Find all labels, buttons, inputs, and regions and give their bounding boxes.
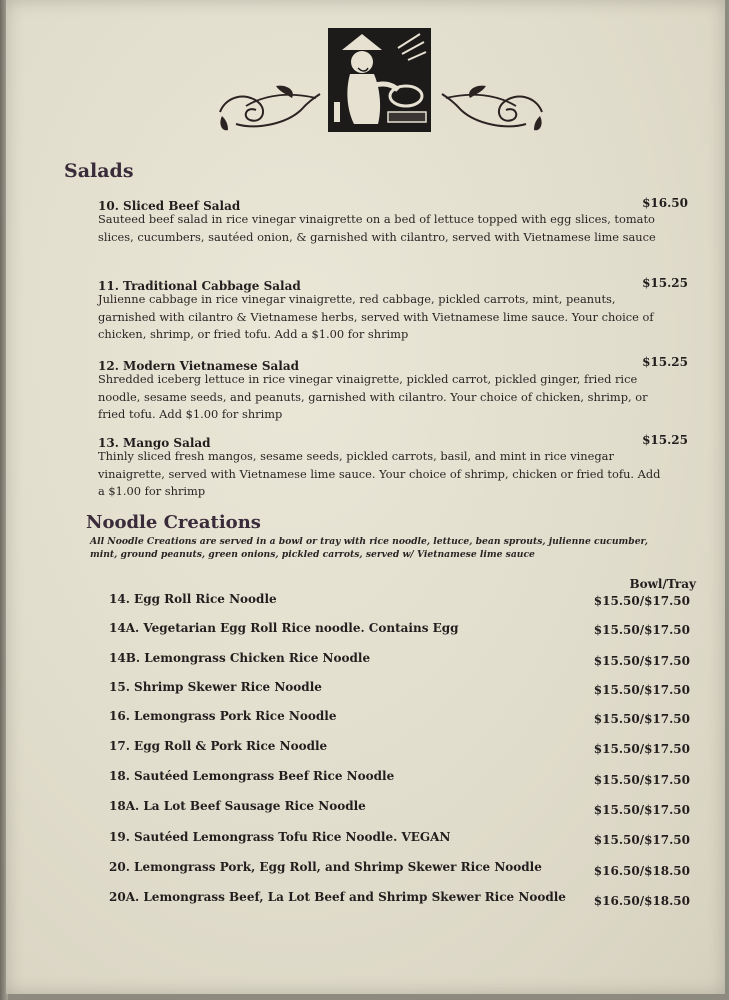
noodle-item-price: $15.50/$17.50 xyxy=(593,803,690,817)
noodle-item-name: 16. Lemongrass Pork Rice Noodle xyxy=(109,709,337,723)
noodle-item-price: $15.50/$17.50 xyxy=(593,833,690,847)
salad-item-description: Shredded iceberg lettuce in rice vinegar vinaigrette, pickled carrot, pickled ginger, fried rice noodle, sesame seeds, and peanuts, garnished with cilantro. Your choice of chicken, shrimp, or fried tofu. Add $1.00 for shrimp xyxy=(98,372,648,421)
salad-item-title: 10. Sliced Beef Salad xyxy=(98,199,241,213)
noodle-item-name: 19. Sautéed Lemongrass Tofu Rice Noodle. VEGAN xyxy=(109,830,451,844)
salad-item-title: 12. Modern Vietnamese Salad xyxy=(98,359,299,373)
noodle-item-name: 20A. Lemongrass Beef, La Lot Beef and Shrimp Skewer Rice Noodle xyxy=(109,890,566,904)
noodle-item-name: 14B. Lemongrass Chicken Rice Noodle xyxy=(109,651,371,665)
noodle-item-price: $16.50/$18.50 xyxy=(593,864,690,878)
salad-item-price: $15.25 xyxy=(642,276,688,290)
noodle-item-name: 15. Shrimp Skewer Rice Noodle xyxy=(109,680,322,694)
salad-item-title: 13. Mango Salad xyxy=(98,436,211,450)
noodle-item-price: $16.50/$18.50 xyxy=(593,894,690,908)
noodle-item-price: $15.50/$17.50 xyxy=(593,742,690,756)
noodle-item-name: 20. Lemongrass Pork, Egg Roll, and Shrimp Skewer Rice Noodle xyxy=(109,860,542,874)
noodle-item-price: $15.50/$17.50 xyxy=(593,712,690,726)
salad-item-description: Thinly sliced fresh mangos, sesame seeds, pickled carrots, basil, and mint in rice vinegar vinaigrette, served with Vietnamese lime sauce. Your choice of shrimp, chicken or fried tofu. Add a $1.00 for shrimp xyxy=(98,449,661,498)
menu-page xyxy=(6,0,725,994)
left-flourish-icon xyxy=(216,84,324,134)
noodle-item-name: 18. Sautéed Lemongrass Beef Rice Noodle xyxy=(109,769,395,783)
salad-item-title: 11. Traditional Cabbage Salad xyxy=(98,279,301,293)
salad-item-description: Julienne cabbage in rice vinegar vinaigrette, red cabbage, pickled carrots, mint, peanuts, garnished with cilantro & Vietnamese herbs, served with Vietnamese lime sauce. Your choice of chicken, shrimp, or fried tofu. Add a $1.00 for shrimp xyxy=(98,292,654,341)
noodle-item-name: 18A. La Lot Beef Sausage Rice Noodle xyxy=(109,799,366,813)
salads-heading: Salads xyxy=(64,160,134,182)
salad-item-price: $15.25 xyxy=(642,355,688,369)
noodle-item-name: 14A. Vegetarian Egg Roll Rice noodle. Contains Egg xyxy=(109,621,459,635)
noodle-item-price: $15.50/$17.50 xyxy=(593,773,690,787)
noodles-heading: Noodle Creations xyxy=(86,512,261,533)
noodle-item-price: $15.50/$17.50 xyxy=(593,683,690,697)
noodle-item-price: $15.50/$17.50 xyxy=(593,623,690,637)
right-flourish-icon xyxy=(438,84,546,134)
header-art xyxy=(216,28,546,138)
bowl-tray-column-header: Bowl/Tray xyxy=(629,577,696,591)
salad-item-price: $16.50 xyxy=(642,196,688,210)
noodle-item-name: 14. Egg Roll Rice Noodle xyxy=(109,592,277,606)
salad-item-description: Sauteed beef salad in rice vinegar vinaigrette on a bed of lettuce topped with egg slices, tomato slices, cucumbers, sautéed onion, & garnished with cilantro, served with Vietnamese lime sauce xyxy=(98,212,656,244)
noodle-item-price: $15.50/$17.50 xyxy=(593,654,690,668)
noodle-item-name: 17. Egg Roll & Pork Rice Noodle xyxy=(109,739,328,753)
noodles-note: All Noodle Creations are served in a bowl or tray with rice noodle, lettuce, bean sprouts, julienne cucumber, mint, ground peanuts, green onions, pickled carrots, served w/ Vietnamese lime sauce xyxy=(90,536,648,560)
cook-illustration-icon xyxy=(328,28,431,132)
noodle-item-price: $15.50/$17.50 xyxy=(593,594,690,608)
salad-item-price: $15.25 xyxy=(642,433,688,447)
